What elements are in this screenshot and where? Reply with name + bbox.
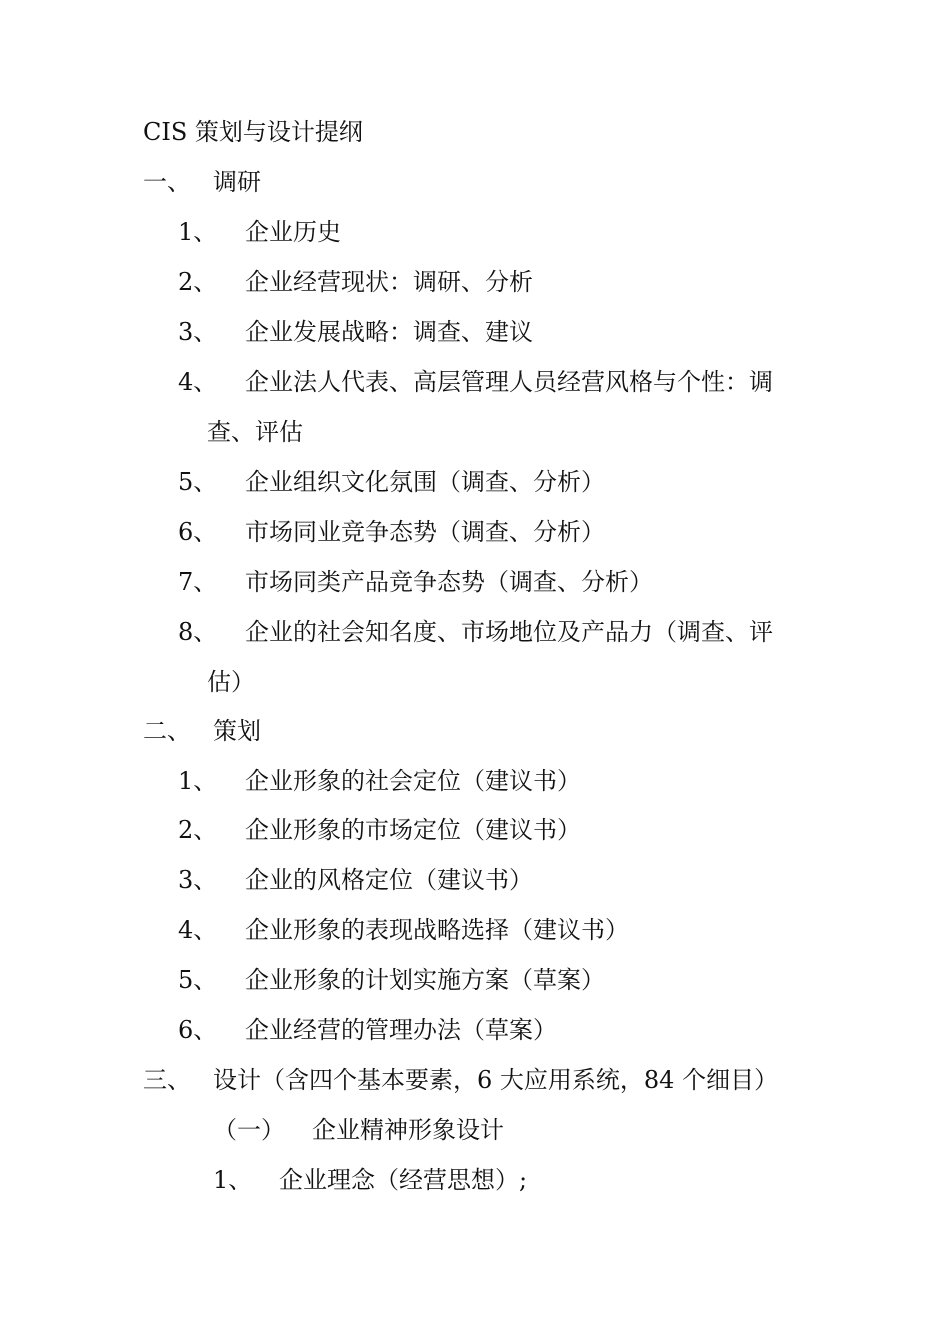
list-item-continuation: 估） <box>207 668 255 696</box>
item-text: 企业发展战略：调查、建议 <box>245 318 533 346</box>
section-title: 策划 <box>213 717 261 745</box>
item-text: 企业形象的表现战略选择（建议书） <box>245 916 629 944</box>
section-number: 三、 <box>143 1066 191 1094</box>
section-number: 一、 <box>143 168 191 196</box>
item-number: 1、 <box>178 218 218 246</box>
item-number: 3、 <box>178 866 218 894</box>
item-number: 8、 <box>178 618 218 646</box>
document-title: CIS 策划与设计提纲 <box>143 118 363 146</box>
item-number: 1、 <box>213 1166 253 1194</box>
item-text: 企业形象的计划实施方案（草案） <box>245 966 605 994</box>
item-text: 企业经营的管理办法（草案） <box>245 1016 557 1044</box>
item-number: 4、 <box>178 916 218 944</box>
item-number: 2、 <box>178 816 218 844</box>
item-text: 企业组织文化氛围（调查、分析） <box>245 468 605 496</box>
item-number: 6、 <box>178 1016 218 1044</box>
subsection-title: 企业精神形象设计 <box>312 1116 504 1144</box>
item-number: 6、 <box>178 518 218 546</box>
section-title: 调研 <box>213 168 261 196</box>
item-number: 4、 <box>178 368 218 396</box>
item-text: 企业形象的市场定位（建议书） <box>245 816 581 844</box>
item-text: 企业的社会知名度、市场地位及产品力（调查、评 <box>245 618 773 646</box>
item-text: 企业法人代表、高层管理人员经营风格与个性：调 <box>245 368 773 396</box>
item-number: 5、 <box>178 468 218 496</box>
list-item-continuation: 查、评估 <box>207 418 303 446</box>
item-text: 市场同业竞争态势（调查、分析） <box>245 518 605 546</box>
item-text: 市场同类产品竞争态势（调查、分析） <box>245 568 653 596</box>
item-text: 企业经营现状：调研、分析 <box>245 268 533 296</box>
item-number: 7、 <box>178 568 218 596</box>
item-number: 3、 <box>178 318 218 346</box>
item-text: 企业历史 <box>245 218 341 246</box>
subsection-number: （一） <box>213 1116 285 1144</box>
item-text: 企业形象的社会定位（建议书） <box>245 767 581 795</box>
item-number: 2、 <box>178 268 218 296</box>
item-text: 企业的风格定位（建议书） <box>245 866 533 894</box>
item-text: 企业理念（经营思想）; <box>279 1166 528 1194</box>
item-number: 1、 <box>178 767 218 795</box>
item-number: 5、 <box>178 966 218 994</box>
section-number: 二、 <box>143 717 191 745</box>
section-title: 设计（含四个基本要素，6 大应用系统，84 个细目） <box>213 1066 779 1094</box>
